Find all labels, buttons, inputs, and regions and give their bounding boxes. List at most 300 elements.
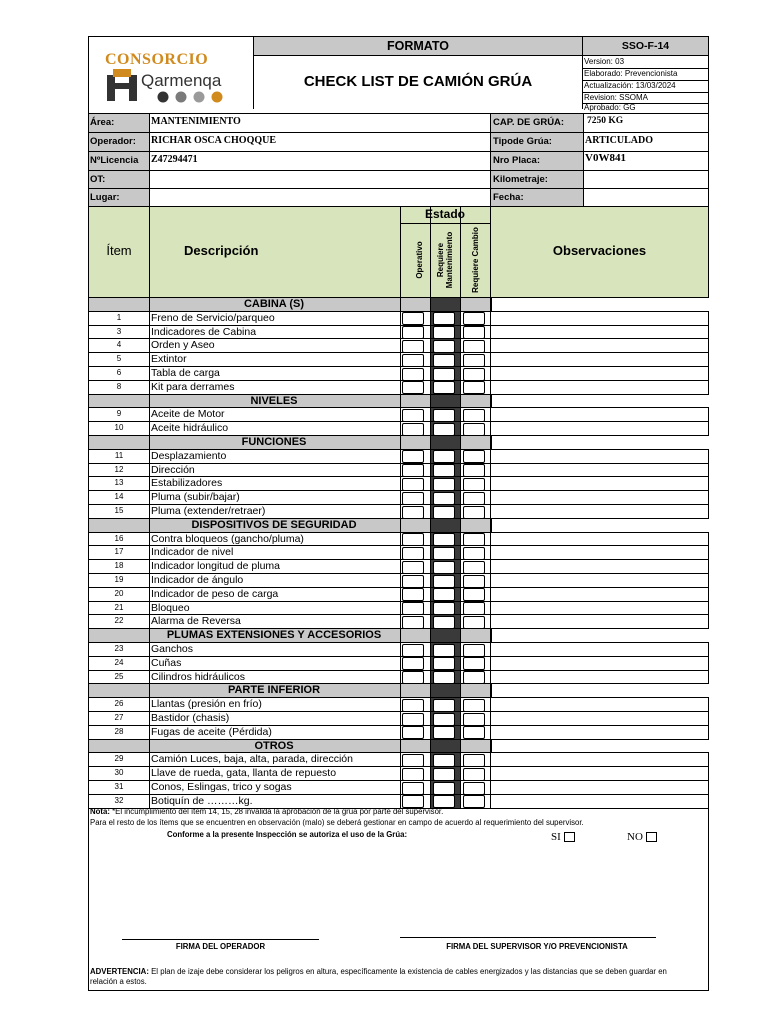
mantenimiento-checkbox[interactable] <box>433 561 455 574</box>
section-title: DISPOSITIVOS DE SEGURIDAD <box>191 518 357 531</box>
item-description: Contra bloqueos (gancho/pluma) <box>151 532 304 545</box>
item-description: Pluma (extender/retraer) <box>151 505 266 517</box>
item-number: 1 <box>116 312 122 322</box>
item-description: Conos, Eslingas, trico y sogas <box>151 781 292 793</box>
operador-label: Operador: <box>89 133 149 151</box>
operativo-checkbox[interactable] <box>402 547 424 560</box>
si-label: SI <box>551 831 561 843</box>
observacion-cell[interactable] <box>491 560 708 573</box>
no-option[interactable] <box>627 830 657 843</box>
col-operativo-text: Operativo <box>415 241 424 279</box>
operativo-checkbox[interactable] <box>402 768 424 781</box>
estado-header: Estado <box>424 207 465 221</box>
item-number: 29 <box>114 754 124 764</box>
item-number: 5 <box>116 354 122 364</box>
observacion-cell[interactable] <box>491 339 708 352</box>
section-mant-cell <box>430 740 460 753</box>
cambio-checkbox[interactable] <box>463 768 485 781</box>
operativo-checkbox[interactable] <box>402 588 424 601</box>
observacion-cell[interactable] <box>491 450 708 463</box>
mantenimiento-checkbox[interactable] <box>433 409 455 422</box>
mantenimiento-checkbox[interactable] <box>433 492 455 505</box>
item-number: 32 <box>114 795 124 805</box>
nota-line-1 <box>90 807 443 816</box>
document-code <box>583 37 708 56</box>
item-description: Freno de Servicio/parqueo <box>151 311 275 324</box>
observacion-cell[interactable] <box>491 464 708 477</box>
table-row <box>89 545 708 559</box>
placa-label: Nro Placa: <box>491 152 583 170</box>
km-field[interactable] <box>584 171 708 189</box>
item-number: 20 <box>114 588 124 598</box>
area-label: Área: <box>89 114 149 132</box>
mantenimiento-checkbox[interactable] <box>433 575 455 588</box>
cambio-checkbox[interactable] <box>463 340 485 353</box>
item-description: Indicador de peso de carga <box>151 587 279 600</box>
col-cambio-text: Requiere Cambio <box>471 227 480 293</box>
nota-label: Nota: <box>90 807 110 816</box>
operativo-checkbox[interactable] <box>402 782 424 795</box>
cap-value[interactable]: 7250 KG <box>587 116 624 126</box>
si-option[interactable] <box>551 830 575 843</box>
mantenimiento-checkbox[interactable] <box>433 671 455 684</box>
operativo-checkbox[interactable] <box>402 368 424 381</box>
cambio-checkbox[interactable] <box>463 533 485 546</box>
item-number: 24 <box>114 657 124 667</box>
observacion-cell[interactable] <box>491 643 708 656</box>
item-description: Orden y Aseo <box>151 339 215 352</box>
meta-elaborado: Elaborado: Prevencionista <box>584 69 678 78</box>
item-number: 3 <box>116 326 122 336</box>
col-cambio-header <box>461 225 490 295</box>
section-header <box>89 394 708 408</box>
mantenimiento-checkbox[interactable] <box>433 312 455 325</box>
section-header <box>89 739 708 753</box>
item-number: 13 <box>114 478 124 488</box>
table-row <box>89 573 708 587</box>
mantenimiento-checkbox[interactable] <box>433 478 455 491</box>
observacion-cell[interactable] <box>491 726 708 739</box>
section-mant-cell <box>430 395 460 408</box>
mantenimiento-checkbox[interactable] <box>433 506 455 519</box>
item-number: 19 <box>114 575 124 584</box>
operativo-checkbox[interactable] <box>402 644 424 657</box>
col-operativo-header <box>401 225 429 295</box>
section-title: OTROS <box>254 739 294 752</box>
observacion-cell[interactable] <box>491 615 708 628</box>
item-description: Dirección <box>151 463 195 476</box>
item-description: Cuñas <box>151 656 182 669</box>
item-number: 21 <box>114 602 124 612</box>
firma-supervisor-line[interactable] <box>400 937 656 938</box>
cambio-checkbox[interactable] <box>463 588 485 601</box>
ot-field[interactable] <box>150 171 490 189</box>
observacion-cell[interactable] <box>491 477 708 490</box>
item-description: Desplazamiento <box>151 449 227 462</box>
firma-operador-line[interactable] <box>122 939 319 940</box>
table-row <box>89 476 708 490</box>
cambio-checkbox[interactable] <box>463 464 485 477</box>
company-logo <box>91 41 251 101</box>
mantenimiento-checkbox[interactable] <box>433 644 455 657</box>
operativo-checkbox[interactable] <box>402 492 424 505</box>
operativo-checkbox[interactable] <box>402 340 424 353</box>
si-checkbox[interactable] <box>564 832 575 842</box>
table-row <box>89 670 708 684</box>
firma-operador-label: FIRMA DEL OPERADOR <box>175 942 266 951</box>
item-description: Alarma de Reversa <box>151 615 241 628</box>
cambio-checkbox[interactable] <box>463 506 485 519</box>
mantenimiento-checkbox[interactable] <box>433 782 455 795</box>
section-title: PLUMAS EXTENSIONES Y ACCESORIOS <box>166 629 382 642</box>
observacion-cell[interactable] <box>491 546 708 559</box>
section-obs-cell <box>491 395 709 408</box>
mantenimiento-checkbox[interactable] <box>433 726 455 739</box>
operativo-checkbox[interactable] <box>402 754 424 767</box>
section-mant-cell <box>430 684 460 697</box>
observacion-cell[interactable] <box>491 767 708 780</box>
section-header <box>89 435 708 449</box>
observacion-cell[interactable] <box>491 781 708 794</box>
item-number: 17 <box>114 547 124 557</box>
observacion-cell[interactable] <box>491 712 708 725</box>
mantenimiento-checkbox[interactable] <box>433 657 455 670</box>
meta-version: Version: 03 <box>584 57 625 66</box>
table-row <box>89 311 708 325</box>
item-number: 9 <box>116 409 122 419</box>
operativo-checkbox[interactable] <box>402 713 424 726</box>
mantenimiento-checkbox[interactable] <box>433 450 455 463</box>
mantenimiento-checkbox[interactable] <box>433 423 455 436</box>
logo-emblem-icon <box>105 69 145 103</box>
table-column-line <box>490 207 491 808</box>
cambio-checkbox[interactable] <box>463 492 485 505</box>
item-description: Aceite de Motor <box>151 408 225 421</box>
operativo-checkbox[interactable] <box>402 699 424 712</box>
operativo-checkbox[interactable] <box>402 478 424 491</box>
item-description: Kit para derrames <box>151 380 235 393</box>
item-description: Indicadores de Cabina <box>151 325 257 338</box>
table-row <box>89 490 708 504</box>
section-title: NIVELES <box>250 394 298 407</box>
mantenimiento-checkbox[interactable] <box>433 368 455 381</box>
item-description: Cilindros hidráulicos <box>151 670 245 683</box>
table-row <box>89 421 708 435</box>
item-number: 6 <box>116 368 122 377</box>
item-number: 16 <box>114 533 124 543</box>
mantenimiento-checkbox[interactable] <box>433 768 455 781</box>
table-row <box>89 766 708 780</box>
mantenimiento-checkbox[interactable] <box>433 547 455 560</box>
lugar-field[interactable] <box>150 189 490 207</box>
ot-label: OT: <box>89 171 149 189</box>
cambio-checkbox[interactable] <box>463 478 485 491</box>
operativo-checkbox[interactable] <box>402 533 424 546</box>
item-number: 12 <box>114 464 124 474</box>
item-description: Botiquín de ………kg. <box>151 794 253 807</box>
operativo-checkbox[interactable] <box>402 602 424 615</box>
meta-aprobado: Aprobado: GG <box>584 103 636 112</box>
item-description: Indicador de ángulo <box>151 574 244 586</box>
section-header <box>89 518 708 532</box>
item-description: Indicador longitud de pluma <box>151 560 281 573</box>
section-title: FUNCIONES <box>241 436 307 448</box>
cambio-checkbox[interactable] <box>463 795 485 808</box>
operativo-checkbox[interactable] <box>402 657 424 670</box>
mantenimiento-checkbox[interactable] <box>433 588 455 601</box>
mantenimiento-checkbox[interactable] <box>433 699 455 712</box>
advertencia-text: El plan de izaje debe considerar los peligros en altura, específicamente la existencia de cables energizados y las distancias que se deben guardar en relación a estos. <box>90 967 667 986</box>
table-row <box>89 725 708 739</box>
cambio-checkbox[interactable] <box>463 409 485 422</box>
item-description: Llantas (presión en frío) <box>151 698 262 711</box>
lugar-label: Lugar: <box>89 189 149 207</box>
observacion-cell[interactable] <box>491 533 708 546</box>
cambio-checkbox[interactable] <box>463 699 485 712</box>
item-number: 18 <box>114 561 124 571</box>
cambio-checkbox[interactable] <box>463 368 485 381</box>
placa-value[interactable]: V0W841 <box>585 152 626 164</box>
operativo-checkbox[interactable] <box>402 616 424 629</box>
col-mant-header <box>430 225 460 295</box>
cambio-checkbox[interactable] <box>463 616 485 629</box>
item-number: 30 <box>114 768 124 778</box>
operativo-checkbox[interactable] <box>402 409 424 422</box>
table-column-line <box>430 207 431 808</box>
table-row <box>89 711 708 725</box>
operativo-checkbox[interactable] <box>402 312 424 325</box>
item-description: Camión Luces, baja, alta, parada, dirección <box>151 753 353 766</box>
item-number: 27 <box>114 713 124 722</box>
item-number: 4 <box>116 340 122 350</box>
mantenimiento-checkbox[interactable] <box>433 381 455 394</box>
table-row <box>89 780 708 794</box>
section-obs-cell <box>491 684 709 697</box>
cambio-checkbox[interactable] <box>463 547 485 560</box>
mantenimiento-checkbox[interactable] <box>433 602 455 615</box>
table-row <box>89 642 708 656</box>
observacion-cell[interactable] <box>491 367 708 380</box>
mantenimiento-checkbox[interactable] <box>433 340 455 353</box>
item-number: 11 <box>114 450 124 460</box>
no-label: NO <box>627 831 643 843</box>
table-row <box>89 559 708 573</box>
observacion-cell[interactable] <box>491 312 708 325</box>
item-number: 14 <box>114 492 124 502</box>
item-number: 25 <box>114 671 124 681</box>
item-description: Pluma (subir/bajar) <box>151 491 240 504</box>
observacion-cell[interactable] <box>491 381 708 394</box>
licencia-value[interactable]: Z47294471 <box>151 154 198 165</box>
item-number: 26 <box>114 699 124 709</box>
tipo-value[interactable]: ARTICULADO <box>585 135 653 146</box>
section-header <box>89 683 708 697</box>
cambio-checkbox[interactable] <box>463 671 485 684</box>
item-description: Estabilizadores <box>151 477 223 490</box>
cambio-checkbox[interactable] <box>463 602 485 615</box>
item-description: Ganchos <box>151 643 194 655</box>
observacion-cell[interactable] <box>491 753 708 766</box>
table-row <box>89 407 708 421</box>
mantenimiento-checkbox[interactable] <box>433 754 455 767</box>
table-row <box>89 325 708 339</box>
cambio-checkbox[interactable] <box>463 657 485 670</box>
mantenimiento-checkbox[interactable] <box>433 616 455 629</box>
fecha-field[interactable] <box>584 189 708 207</box>
item-number: 15 <box>114 506 124 515</box>
table-row <box>89 352 708 366</box>
section-obs-cell <box>491 298 709 311</box>
table-column-line <box>149 207 150 808</box>
cambio-checkbox[interactable] <box>463 575 485 588</box>
section-title: PARTE INFERIOR <box>227 684 321 697</box>
cambio-checkbox[interactable] <box>463 782 485 795</box>
section-obs-cell <box>491 740 709 753</box>
operativo-checkbox[interactable] <box>402 506 424 519</box>
operativo-checkbox[interactable] <box>402 575 424 588</box>
code-text: SSO-F-14 <box>621 40 670 52</box>
mantenimiento-checkbox[interactable] <box>433 713 455 726</box>
operativo-checkbox[interactable] <box>402 671 424 684</box>
item-number: 28 <box>114 726 124 736</box>
observacion-cell[interactable] <box>491 408 708 421</box>
col-mant-text: Requiere Mantenimiento <box>436 231 454 289</box>
item-number: 23 <box>114 644 124 653</box>
formato-banner <box>254 37 582 56</box>
observacion-cell[interactable] <box>491 326 708 339</box>
section-obs-cell <box>491 436 709 449</box>
item-description: Tabla de carga <box>151 367 220 379</box>
meta-revision: Revision: SSOMA <box>584 93 649 102</box>
observacion-cell[interactable] <box>491 491 708 504</box>
item-description: Extintor <box>151 353 187 366</box>
item-description: Fugas de aceite (Pérdida) <box>151 725 272 738</box>
cambio-checkbox[interactable] <box>463 312 485 325</box>
table-row <box>89 614 708 628</box>
cambio-checkbox[interactable] <box>463 354 485 367</box>
section-obs-cell <box>491 519 709 532</box>
km-label: Kilometraje: <box>491 171 583 189</box>
checklist-form <box>88 36 709 991</box>
operativo-checkbox[interactable] <box>402 561 424 574</box>
tipo-label: Tipode Grúa: <box>491 133 583 151</box>
operativo-checkbox[interactable] <box>402 450 424 463</box>
observacion-cell[interactable] <box>491 588 708 601</box>
cambio-checkbox[interactable] <box>463 713 485 726</box>
table-row <box>89 463 708 477</box>
cambio-checkbox[interactable] <box>463 450 485 463</box>
item-number: 10 <box>114 423 124 433</box>
item-description: Llave de rueda, gata, llanta de repuesto <box>151 767 337 780</box>
observacion-cell[interactable] <box>491 505 708 518</box>
mantenimiento-checkbox[interactable] <box>433 533 455 546</box>
mantenimiento-checkbox[interactable] <box>433 354 455 367</box>
licencia-label: NºLicencia <box>89 152 149 170</box>
observacion-cell[interactable] <box>491 422 708 435</box>
cambio-checkbox[interactable] <box>463 326 485 339</box>
fecha-label: Fecha: <box>491 189 583 207</box>
section-header <box>89 628 708 642</box>
operador-value[interactable]: RICHAR OSCA CHOQQUE <box>151 135 277 146</box>
logo-brand-bottom: Qarmenqa <box>141 71 222 90</box>
cambio-checkbox[interactable] <box>463 754 485 767</box>
no-checkbox[interactable] <box>646 832 657 842</box>
cap-label: CAP. DE GRÚA: <box>491 114 583 132</box>
observacion-cell[interactable] <box>491 574 708 587</box>
operativo-checkbox[interactable] <box>402 354 424 367</box>
advertencia <box>90 967 690 986</box>
section-header <box>89 297 708 311</box>
section-mant-cell <box>430 436 460 449</box>
cambio-checkbox[interactable] <box>463 644 485 657</box>
observacion-cell[interactable] <box>491 795 708 808</box>
table-row <box>89 697 708 711</box>
operativo-checkbox[interactable] <box>402 326 424 339</box>
item-description: Bastidor (chasis) <box>151 712 230 724</box>
observacion-cell[interactable] <box>491 602 708 615</box>
mantenimiento-checkbox[interactable] <box>433 464 455 477</box>
table-row <box>89 338 708 352</box>
advertencia-label: ADVERTENCIA: <box>90 967 149 976</box>
operativo-checkbox[interactable] <box>402 381 424 394</box>
operativo-checkbox[interactable] <box>402 423 424 436</box>
operativo-checkbox[interactable] <box>402 464 424 477</box>
table-row <box>89 752 708 766</box>
item-number: 22 <box>114 616 124 626</box>
table-column-line <box>460 207 461 808</box>
observacion-cell[interactable] <box>491 353 708 366</box>
table-row <box>89 380 708 394</box>
observacion-cell[interactable] <box>491 698 708 711</box>
nota-line-2: Para el resto de los ítems que se encuentren en observación (malo) se deberá gestionar en campo de acuerdo al requerimiento del supervisor. <box>90 818 584 827</box>
observacion-cell[interactable] <box>491 671 708 684</box>
table-row <box>89 532 708 546</box>
section-mant-cell <box>430 629 460 642</box>
table-column-line <box>400 207 401 808</box>
meta-actualizacion: Actualización: 13/03/2024 <box>584 81 676 90</box>
table-row <box>89 449 708 463</box>
cambio-checkbox[interactable] <box>463 726 485 739</box>
item-description: Bloqueo <box>151 601 190 614</box>
table-row <box>89 656 708 670</box>
desc-header: Descripción <box>184 243 259 258</box>
item-header: Ítem <box>106 243 132 258</box>
formato-label: FORMATO <box>386 39 450 53</box>
item-description: Indicador de nivel <box>151 546 234 559</box>
logo-dots-icon <box>157 91 227 105</box>
section-mant-cell <box>430 519 460 532</box>
cambio-checkbox[interactable] <box>463 381 485 394</box>
cambio-checkbox[interactable] <box>463 423 485 436</box>
firma-supervisor-label: FIRMA DEL SUPERVISOR Y/O PREVENCIONISTA <box>446 942 628 951</box>
area-value[interactable]: MANTENIMIENTO <box>151 116 241 127</box>
observacion-cell[interactable] <box>491 657 708 670</box>
section-mant-cell <box>430 298 460 311</box>
mantenimiento-checkbox[interactable] <box>433 326 455 339</box>
table-row <box>89 794 708 808</box>
cambio-checkbox[interactable] <box>463 561 485 574</box>
logo-brand-top: CONSORCIO <box>105 51 209 68</box>
nota-text-1: *El incumplimiento del ítem 14, 15, 28 invalida la aprobación de la grúa por parte del supervisor. <box>112 807 444 816</box>
table-row <box>89 601 708 615</box>
table-row <box>89 366 708 380</box>
section-title: CABINA (S) <box>243 298 305 310</box>
conforme-text: Conforme a la presente Inspección se autoriza el uso de la Grúa: <box>167 830 408 839</box>
item-number: 31 <box>114 782 124 791</box>
operativo-checkbox[interactable] <box>402 726 424 739</box>
table-row <box>89 587 708 601</box>
item-description: Aceite hidráulico <box>151 422 229 435</box>
